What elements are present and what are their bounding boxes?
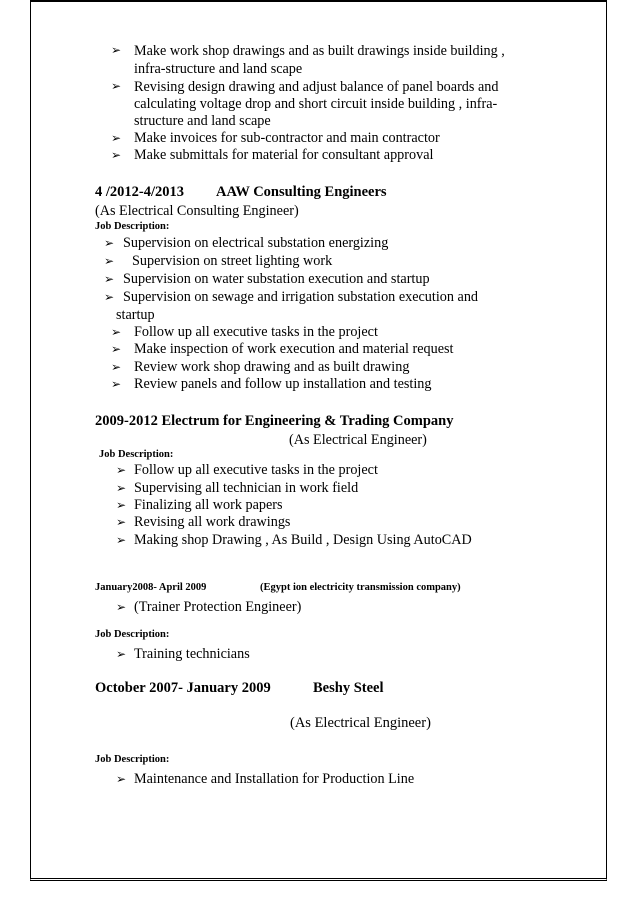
duty-item-continuation: structure and land scape (134, 113, 271, 129)
duty-item: Training technicians (134, 646, 250, 662)
duty-item-continuation: infra-structure and land scape (134, 61, 303, 77)
job-dates: 4 /2012-4/2013 (95, 184, 185, 200)
duty-item: Supervision on water substation execution and startup (123, 271, 430, 287)
arrow-bullet-icon: ➢ (116, 647, 127, 661)
arrow-bullet-icon: ➢ (104, 290, 115, 304)
duty-item: Supervision on sewage and irrigation substation execution and (123, 289, 479, 305)
job-role: (Trainer Protection Engineer) (134, 599, 302, 615)
job-role: (As Electrical Consulting Engineer) (95, 203, 299, 219)
arrow-bullet-icon: ➢ (111, 148, 122, 162)
arrow-bullet-icon: ➢ (111, 342, 122, 356)
company-name: AAW Consulting Engineers (216, 184, 387, 200)
arrow-bullet-icon: ➢ (104, 254, 115, 268)
duty-item: Make submittals for material for consultant approval (134, 147, 434, 163)
duty-item: Maintenance and Installation for Production Line (134, 771, 415, 787)
arrow-bullet-icon: ➢ (116, 515, 127, 529)
arrow-bullet-icon: ➢ (104, 236, 115, 250)
arrow-bullet-icon: ➢ (111, 377, 122, 391)
job-description-label: Job Description: (99, 449, 174, 460)
job-description-label: Job Description: (95, 221, 170, 232)
arrow-bullet-icon: ➢ (116, 533, 127, 547)
arrow-bullet-icon: ➢ (116, 600, 127, 614)
duty-item: Revising design drawing and adjust balance of panel boards and (134, 79, 499, 95)
company-name: Beshy Steel (313, 680, 384, 696)
job-description-label: Job Description: (95, 629, 170, 640)
duty-item: Revising all work drawings (134, 514, 291, 530)
job-dates: January2008- April 2009 (95, 582, 207, 593)
duty-item: Supervision on electrical substation energizing (123, 235, 389, 251)
arrow-bullet-icon: ➢ (111, 79, 122, 93)
duty-item: Make invoices for sub-contractor and main contractor (134, 130, 440, 146)
duty-item: Follow up all executive tasks in the project (134, 462, 378, 478)
arrow-bullet-icon: ➢ (116, 463, 127, 477)
job-description-label: Job Description: (95, 754, 170, 765)
duty-item: Make work shop drawings and as built drawings inside building , (134, 43, 505, 59)
job-heading: 2009-2012 Electrum for Engineering & Trading Company (95, 413, 454, 429)
job-role: (As Electrical Engineer) (289, 432, 427, 448)
company-name: (Egypt ion electricity transmission company) (260, 582, 461, 593)
duty-item: Review panels and follow up installation and testing (134, 376, 432, 392)
duty-item: Follow up all executive tasks in the project (134, 324, 378, 340)
duty-item: Review work shop drawing and as built drawing (134, 359, 410, 375)
arrow-bullet-icon: ➢ (116, 481, 127, 495)
arrow-bullet-icon: ➢ (116, 772, 127, 786)
job-dates: October 2007- January 2009 (95, 680, 271, 696)
job-role: (As Electrical Engineer) (290, 715, 431, 731)
arrow-bullet-icon: ➢ (116, 498, 127, 512)
duty-item: Making shop Drawing , As Build , Design Using AutoCAD (134, 532, 472, 548)
duty-item: Make inspection of work execution and material request (134, 341, 454, 357)
arrow-bullet-icon: ➢ (111, 360, 122, 374)
arrow-bullet-icon: ➢ (111, 43, 122, 57)
arrow-bullet-icon: ➢ (104, 272, 115, 286)
duty-item: Supervising all technician in work field (134, 480, 359, 496)
duty-item-continuation: startup (116, 307, 155, 323)
duty-item: Finalizing all work papers (134, 497, 283, 513)
duty-item-continuation: calculating voltage drop and short circuit inside building , infra- (134, 96, 498, 112)
arrow-bullet-icon: ➢ (111, 325, 122, 339)
duty-item: Supervision on street lighting work (132, 253, 333, 269)
arrow-bullet-icon: ➢ (111, 131, 122, 145)
